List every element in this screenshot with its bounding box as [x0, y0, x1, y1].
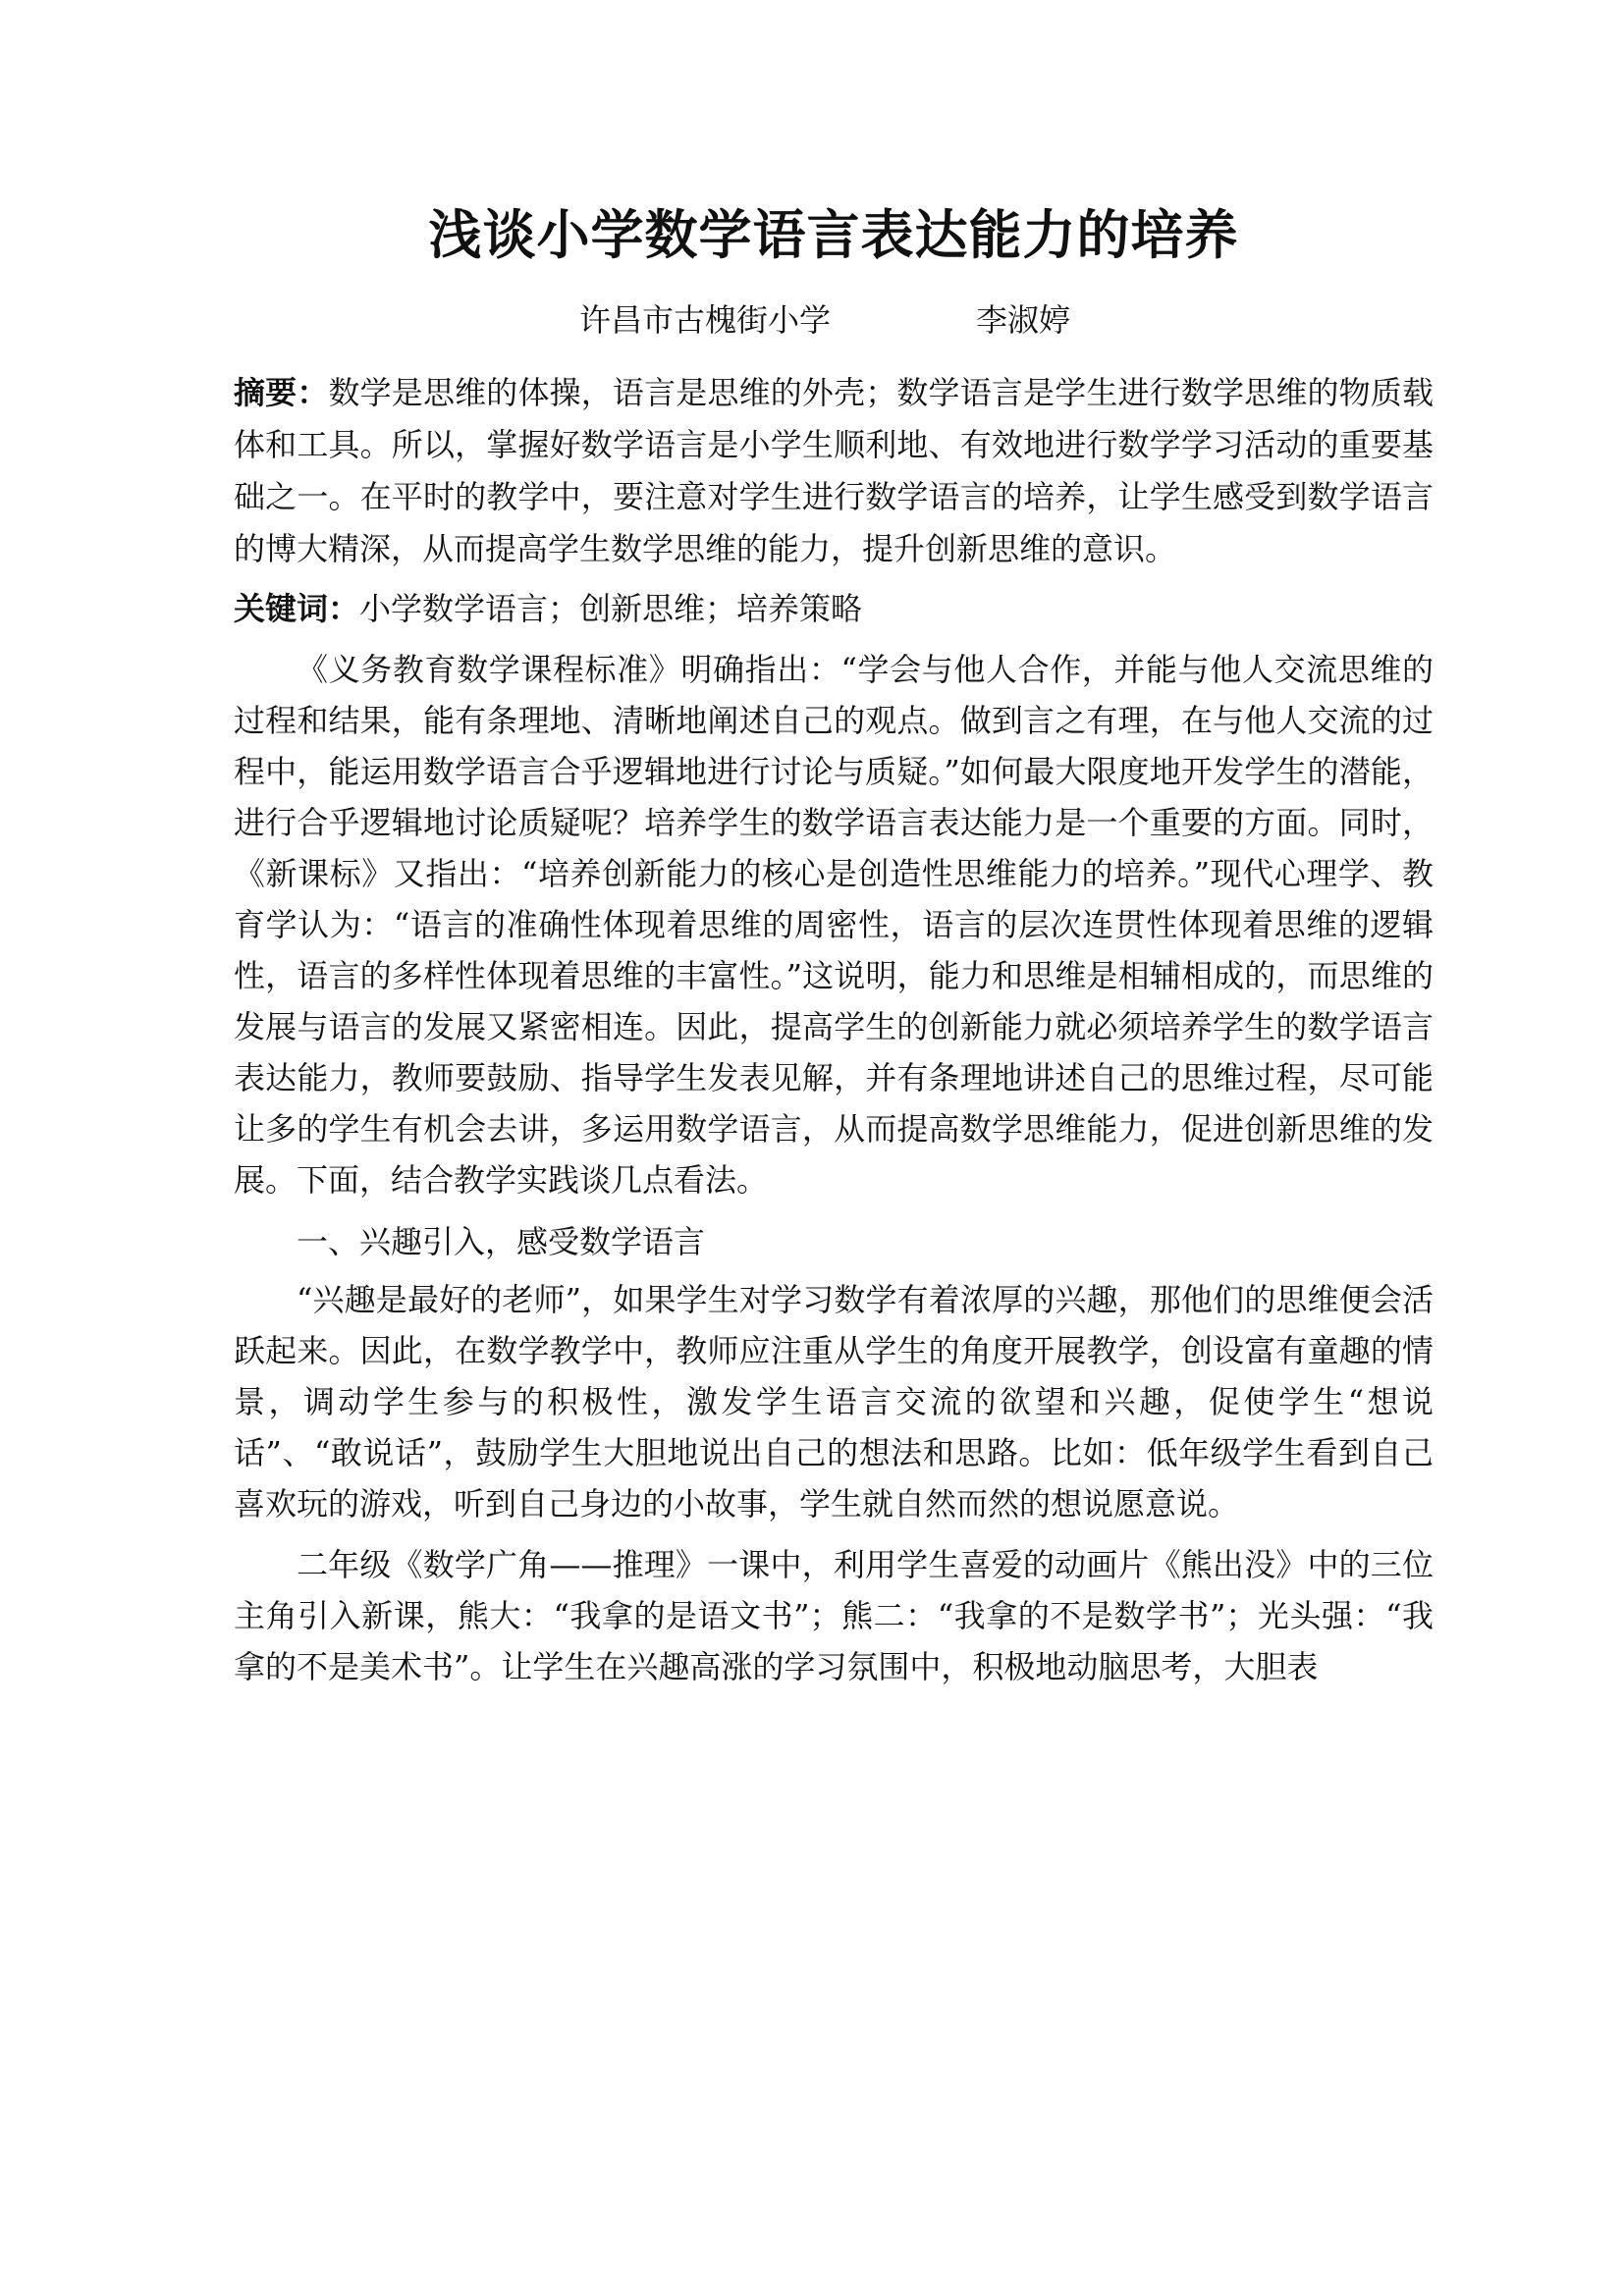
section-1-heading: 一、兴趣引入，感受数学语言	[297, 1223, 706, 1260]
abstract-paragraph	[234, 367, 1434, 575]
keywords-label: 关键词：	[234, 590, 360, 627]
paragraph-3: 二年级《数学广角——推理》一课中，利用学生喜爱的动画片《熊出没》中的三位主角引入新课，熊大：“我拿的是语文书”；熊二：“我拿的不是数学书”；光头强：“我拿的不是美术书”。让学生在兴趣高涨的学习氛围中，积极地动脑思考，大胆表	[234, 1546, 1434, 1685]
paragraph-1: 《义务教育数学课程标准》明确指出：“学会与他人合作，并能与他人交流思维的过程和结果，能有条理地、清晰地阐述自己的观点。做到言之有理，在与他人交流的过程中，能运用数学语言合乎逻辑地进行讨论与质疑。”如何最大限度地开发学生的潜能，进行合乎逻辑地讨论质疑呢？培养学生的数学语言表达能力是一个重要的方面。同时，《新课标》又指出：“培养创新能力的核心是创造性思维能力的培养。”现代心理学、教育学认为：“语言的准确性体现着思维的周密性，语言的层次连贯性体现着思维的逻辑性，语言的多样性体现着思维的丰富性。”这说明，能力和思维是相辅相成的，而思维的发展与语言的发展又紧密相连。因此，提高学生的创新能力就必须培养学生的数学语言表达能力，教师要鼓励、指导学生发表见解，并有条理地讲述自己的思维过程，尽可能让多的学生有机会去讲，多运用数学语言，从而提高数学思维能力，促进创新思维的发展。下面，结合教学实践谈几点看法。	[234, 651, 1434, 1199]
byline	[234, 293, 1434, 347]
abstract-text: 数学是思维的体操，语言是思维的外壳；数学语言是学生进行数学思维的物质载体和工具。所以，掌握好数学语言是小学生顺利地、有效地进行数学学习活动的重要基础之一。在平时的教学中，要注意对学生进行数学语言的培养，让学生感受到数学语言的博大精深，从而提高学生数学思维的能力，提升创新思维的意识。	[234, 374, 1434, 567]
author-name: 李淑婷	[976, 301, 1071, 339]
school-name: 许昌市古槐街小学	[579, 301, 832, 339]
keywords-text: 小学数学语言；创新思维；培养策略	[359, 590, 863, 627]
document-page	[234, 196, 1434, 1692]
document-title: 浅谈小学数学语言表达能力的培养	[428, 204, 1239, 266]
abstract-section	[234, 367, 1434, 575]
body-text	[234, 644, 1434, 1692]
keywords-line	[234, 579, 1434, 638]
paragraph-2: “兴趣是最好的老师”，如果学生对学习数学有着浓厚的兴趣，那他们的思维便会活跃起来。因此，在数学教学中，教师应注重从学生的角度开展教学，创设富有童趣的情景，调动学生参与的积极性，激发学生语言交流的欲望和兴趣，促使学生“想说话”、“敢说话”，鼓励学生大胆地说出自己的想法和思路。比如：低年级学生看到自己喜欢玩的游戏，听到自己身边的小故事，学生就自然而然的想说愿意说。	[234, 1281, 1434, 1522]
abstract-label: 摘要：	[234, 374, 329, 411]
